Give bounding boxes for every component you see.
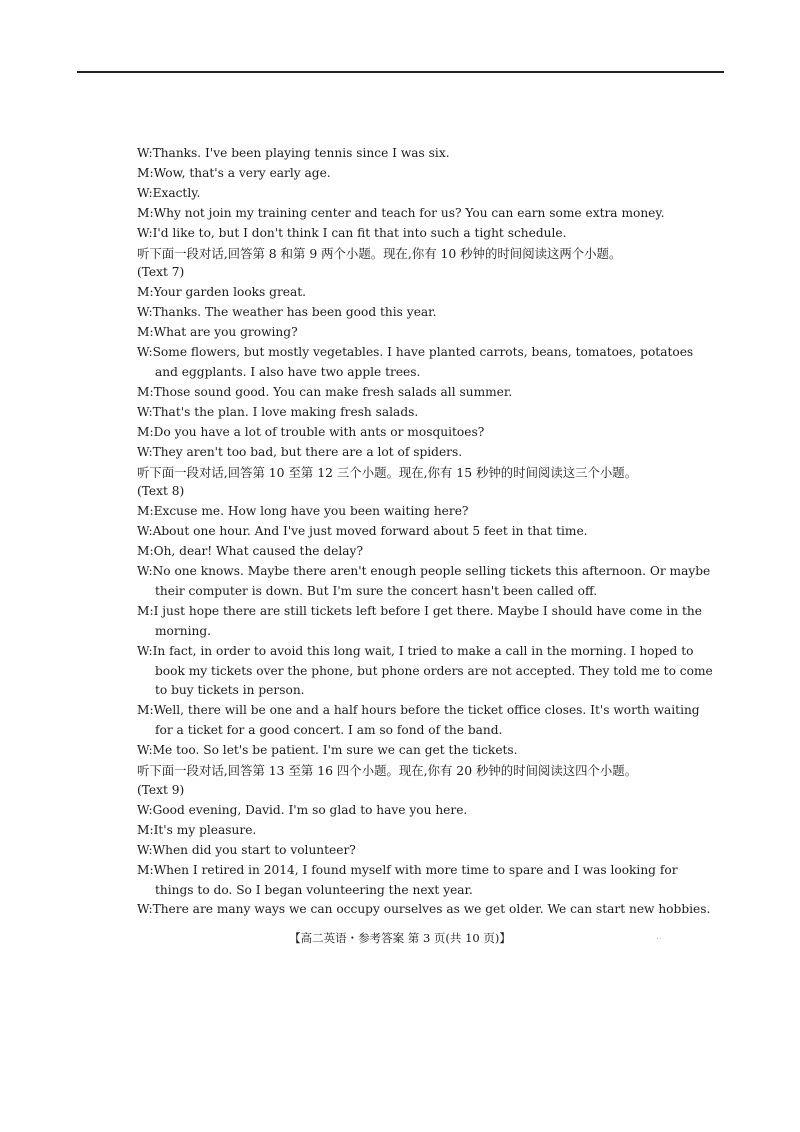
instruction-line: 听下面一段对话,回答第 8 和第 9 两个小题。现在,你有 10 秒钟的时间阅读这两个小题。 [137, 245, 622, 261]
dialogue-line: (Text 7) [137, 265, 185, 280]
page-footer: 【高二英语・参考答案 第 3 页(共 10 页)】 [289, 931, 511, 945]
dialogue-line: W:No one knows. Maybe there aren't enough people selling tickets this afternoon. Or maybe [137, 564, 711, 579]
dialogue-line: M:Do you have a lot of trouble with ants or mosquitoes? [137, 424, 485, 439]
dialogue-line: W:Thanks. The weather has been good this year. [137, 305, 437, 320]
dialogue-continuation: morning. [155, 623, 211, 638]
dialogue-line: M:What are you growing? [137, 325, 298, 340]
dialogue-line: M:Excuse me. How long have you been waiting here? [137, 504, 469, 519]
dialogue-line: W:I'd like to, but I don't think I can fit that into such a tight schedule. [137, 225, 567, 240]
dialogue-continuation: their computer is down. But I'm sure the concert hasn't been called off. [155, 583, 598, 598]
dialogue-line: W:There are many ways we can occupy ourselves as we get older. We can start new hobbies. [137, 902, 711, 917]
dialogue-continuation: book my tickets over the phone, but phone orders are not accepted. They told me to come [155, 663, 713, 678]
dialogue-line: M:Those sound good. You can make fresh salads all summer. [137, 384, 513, 399]
dialogue-continuation: things to do. So I began volunteering the next year. [155, 882, 473, 897]
dialogue-line: W:That's the plan. I love making fresh salads. [137, 404, 419, 419]
dialogue-line: W:When did you start to volunteer? [137, 842, 356, 857]
document-body [137, 144, 713, 920]
dialogue-continuation: to buy tickets in person. [155, 683, 305, 698]
dialogue-line: W:Some flowers, but mostly vegetables. I have planted carrots, beans, tomatoes, potatoes [137, 345, 694, 360]
dialogue-line: (Text 9) [137, 783, 185, 797]
dialogue-line: (Text 8) [137, 484, 185, 499]
dialogue-line: W:Me too. So let's be patient. I'm sure we can get the tickets. [137, 743, 518, 758]
dialogue-line: W:They aren't too bad, but there are a lot of spiders. [137, 444, 463, 459]
dialogue-line: M:Oh, dear! What caused the delay? [137, 544, 363, 559]
dialogue-line: W:Good evening, David. I'm so glad to have you here. [137, 802, 468, 817]
instruction-line: 听下面一段对话,回答第 13 至第 16 四个小题。现在,你有 20 秒钟的时间阅读这四个小题。 [137, 763, 638, 779]
dialogue-line: W:Thanks. I've been playing tennis since I was six. [137, 146, 450, 160]
footer-mark: .. [656, 932, 662, 942]
dialogue-line: M:It's my pleasure. [137, 822, 257, 837]
header-rule [77, 71, 724, 73]
dialogue-line: M:When I retired in 2014, I found myself with more time to spare and I was looking for [137, 862, 678, 877]
dialogue-line: W:About one hour. And I've just moved forward about 5 feet in that time. [137, 524, 588, 539]
dialogue-line: W:In fact, in order to avoid this long wait, I tried to make a call in the morning. I hoped to [137, 643, 694, 658]
dialogue-line: M:I just hope there are still tickets left before I get there. Maybe I should have come in the [137, 603, 702, 618]
dialogue-line: M:Why not join my training center and teach for us? You can earn some extra money. [137, 205, 665, 220]
dialogue-continuation: for a ticket for a good concert. I am so fond of the band. [155, 723, 503, 738]
dialogue-line: M:Your garden looks great. [137, 285, 307, 300]
dialogue-continuation: and eggplants. I also have two apple trees. [155, 364, 421, 379]
dialogue-line: W:Exactly. [137, 185, 201, 200]
dialogue-line: M:Well, there will be one and a half hours before the ticket office closes. It's worth waiting [137, 703, 700, 718]
dialogue-line: M:Wow, that's a very early age. [137, 165, 331, 180]
instruction-line: 听下面一段对话,回答第 10 至第 12 三个小题。现在,你有 15 秒钟的时间阅读这三个小题。 [137, 464, 638, 480]
